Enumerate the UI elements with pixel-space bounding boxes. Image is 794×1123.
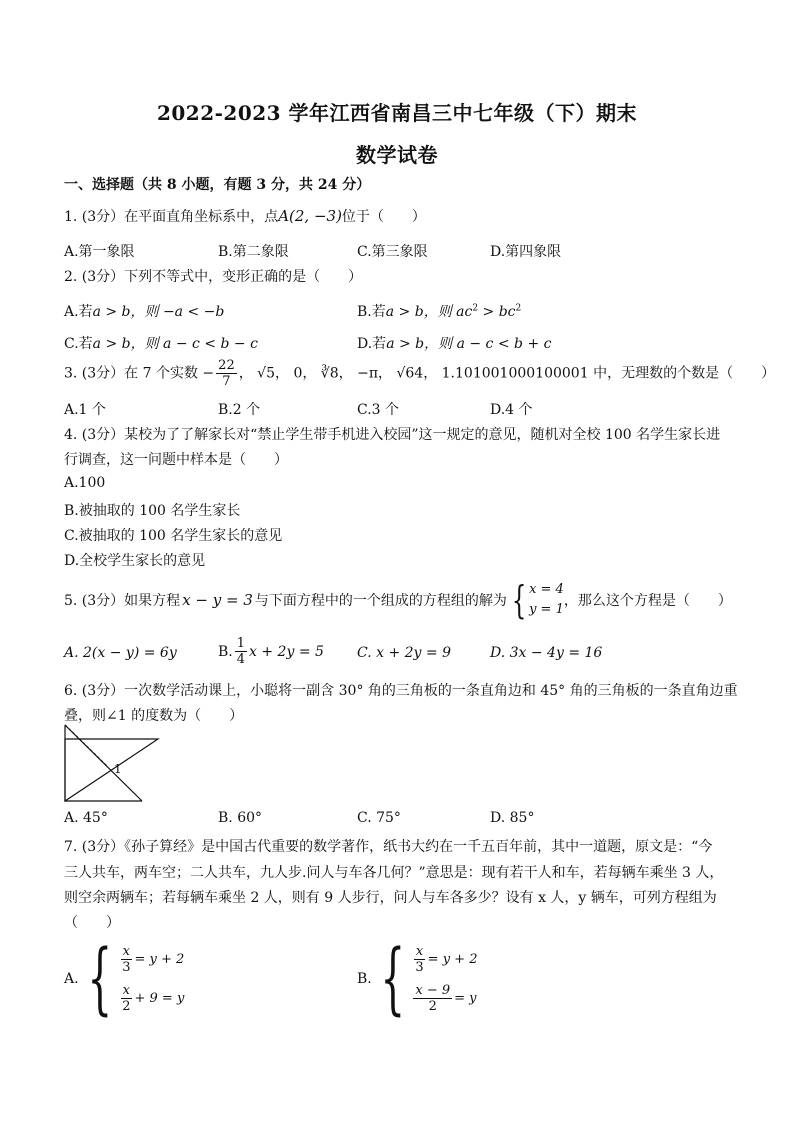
q3-option-c: C.3 个 [357,402,400,418]
q1-option-c: C.第三象限 [357,244,428,260]
question-7-line-4: （ ） [64,915,120,931]
question-7-line-2: 三人共车，两车空；二人共车，九人步.问人与车各几何？”意思是：现有若干人和车，若每辆车乘坐 3 人， [64,865,724,881]
question-2-stem: 2. (3分）下列不等式中，变形正确的是（ ） [64,269,363,285]
q6-option-d: D. 85° [490,810,535,826]
exam-title: 2022-2023 学年江西省南昌三中七年级（下）期末 [156,101,638,125]
triangle-rulers-figure [60,723,165,805]
section-heading: 一、选择题（共 8 小题，有题 3 分，共 24 分） [64,177,371,193]
q4-option-b: B.被抽取的 100 名学生家长 [64,503,241,519]
fraction-22-7: $\frac{22}{7}$ [218,358,235,389]
q1-option-a: A.第一象限 [64,244,135,260]
q1-option-d: D.第四象限 [490,244,562,260]
question-1-stem: 1. (3分）在平面直角坐标系中，点A(2, −3)位于（ ） [64,207,426,225]
solution-system: { x = 4 y = 1 [511,578,564,622]
question-4-line-2: 行调查，这一问题中样本是（ ） [64,452,288,468]
q6-option-c: C. 75° [357,810,401,826]
question-4-line-1: 4. (3分）某校为了了解家长对“禁止学生带手机进入校园”这一规定的意见，随机对全校 100 名学生家长进 [64,427,721,443]
angle-1-label: 1 [114,762,122,776]
q3-option-a: A.1 个 [64,402,106,418]
q1-option-b: B.第二象限 [218,244,289,260]
question-6-line-1: 6. (3分）一次数学活动课上，小聪将一副含 30° 角的三角板的一条直角边和 45° 角的三角板的一条直角边重 [64,683,738,699]
q3-option-b: B.2 个 [218,402,261,418]
exam-subtitle: 数学试卷 [356,143,438,167]
question-5-stem: 5. (3分）如果方程 x − y = 3 与下面方程中的一个组成的方程组的解为 { x = 4 y = 1 ，那么这个方程是（ ） [64,578,732,622]
q5-option-a: A. 2(x − y) = 6y [64,645,177,661]
question-7-line-1: 7. (3分）《孙子算经》是中国古代重要的数学著作，纸书大约在一千五百年前，其中一道题，原文是：“今 [64,839,713,855]
q6-option-a: A. 45° [64,810,108,826]
q7-option-a: A. { $\frac{x}{3}$ = y + 2 $\frac{x}{2}$ + 9 = y [64,934,185,1024]
q6-option-b: B. 60° [218,810,263,826]
question-7-line-3: 则空余两辆车；若每辆车乘坐 2 人，则有 9 人步行，问人与车各多少？设有 x 人，y 辆车，可列方程组为 [64,890,717,906]
q4-option-c: C.被抽取的 100 名学生家长的意见 [64,528,283,544]
question-6-line-2: 叠，则∠1 的度数为（ ） [64,708,244,724]
q5-option-b: B. $\frac{1}{4}$ x + 2y = 5 [218,636,324,667]
question-3-stem: 3. (3分）在 7 个实数 − $\frac{22}{7}$ ， √5， 0， ∛8， −π， √64， 1.101001000100001 中，无理数的个数是（ ） [64,358,776,389]
q2-option-c: C.若a > b，则 a − c < b − c [64,336,258,352]
q7-option-b: B. { $\frac{x}{3}$ = y + 2 $\frac{x - 9}{2}$ = y [357,934,478,1024]
q2-option-d: D.若a > b，则 a − c < b + c [357,336,552,352]
q5-option-d: D. 3x − 4y = 16 [490,645,603,661]
q4-option-a: A.100 [64,475,106,491]
q4-option-d: D.全校学生家长的意见 [64,553,206,569]
q3-option-d: D.4 个 [490,402,533,418]
q2-option-a: A.若a > b，则 −a < −b [64,304,225,320]
q5-option-c: C. x + 2y = 9 [357,645,451,661]
q2-option-b: B.若a > b，则 $ac^2 > bc^2$ [357,303,522,320]
